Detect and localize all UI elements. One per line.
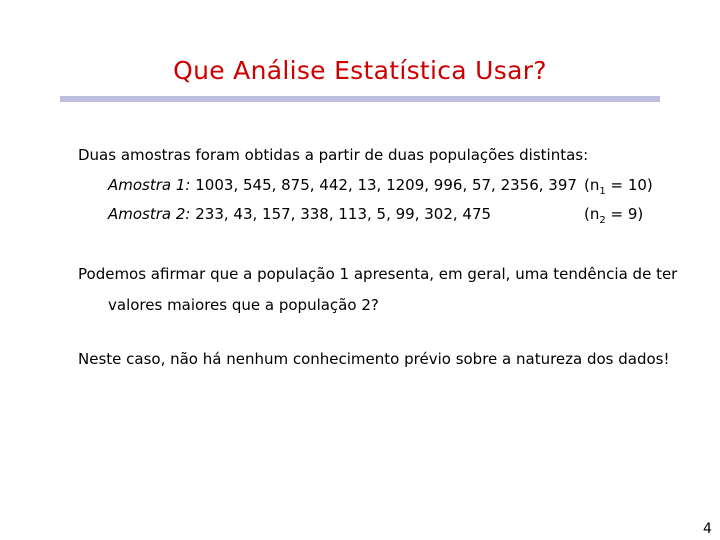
sample-2-label: Amostra 2: [108,205,191,223]
sample-2-size [584,205,643,226]
sample-1-size [584,176,653,197]
sample-2-size-sub: 2 [599,215,606,226]
note-text: Neste caso, não há nenhum conhecimento prévio sobre a natureza dos dados! [78,350,670,368]
sample-1-values: 1003, 545, 875, 442, 13, 1209, 996, 57, 2356, 397 [195,176,577,194]
sample-1-size-sub: 1 [599,186,606,197]
slide-title: Que Análise Estatística Usar? [173,56,547,85]
sample-2-values: 233, 43, 157, 338, 113, 5, 99, 302, 475 [195,205,492,223]
sample-2-size-prefix: (n [584,205,600,223]
question-line-2: valores maiores que a população 2? [108,296,379,314]
title-underline-bar [60,96,660,102]
page-number: 4 [703,521,712,537]
sample-2-size-suffix: = 9) [605,205,644,223]
question-line-1: Podemos afirmar que a população 1 apresenta, em geral, uma tendência de ter [78,265,678,283]
sample-1-size-prefix: (n [584,176,600,194]
intro-text: Duas amostras foram obtidas a partir de duas populações distintas: [78,146,589,164]
sample-1-label: Amostra 1: [108,176,191,194]
sample-1-size-suffix: = 10) [605,176,653,194]
sample-1-line [108,176,577,194]
sample-2-line [108,205,491,223]
